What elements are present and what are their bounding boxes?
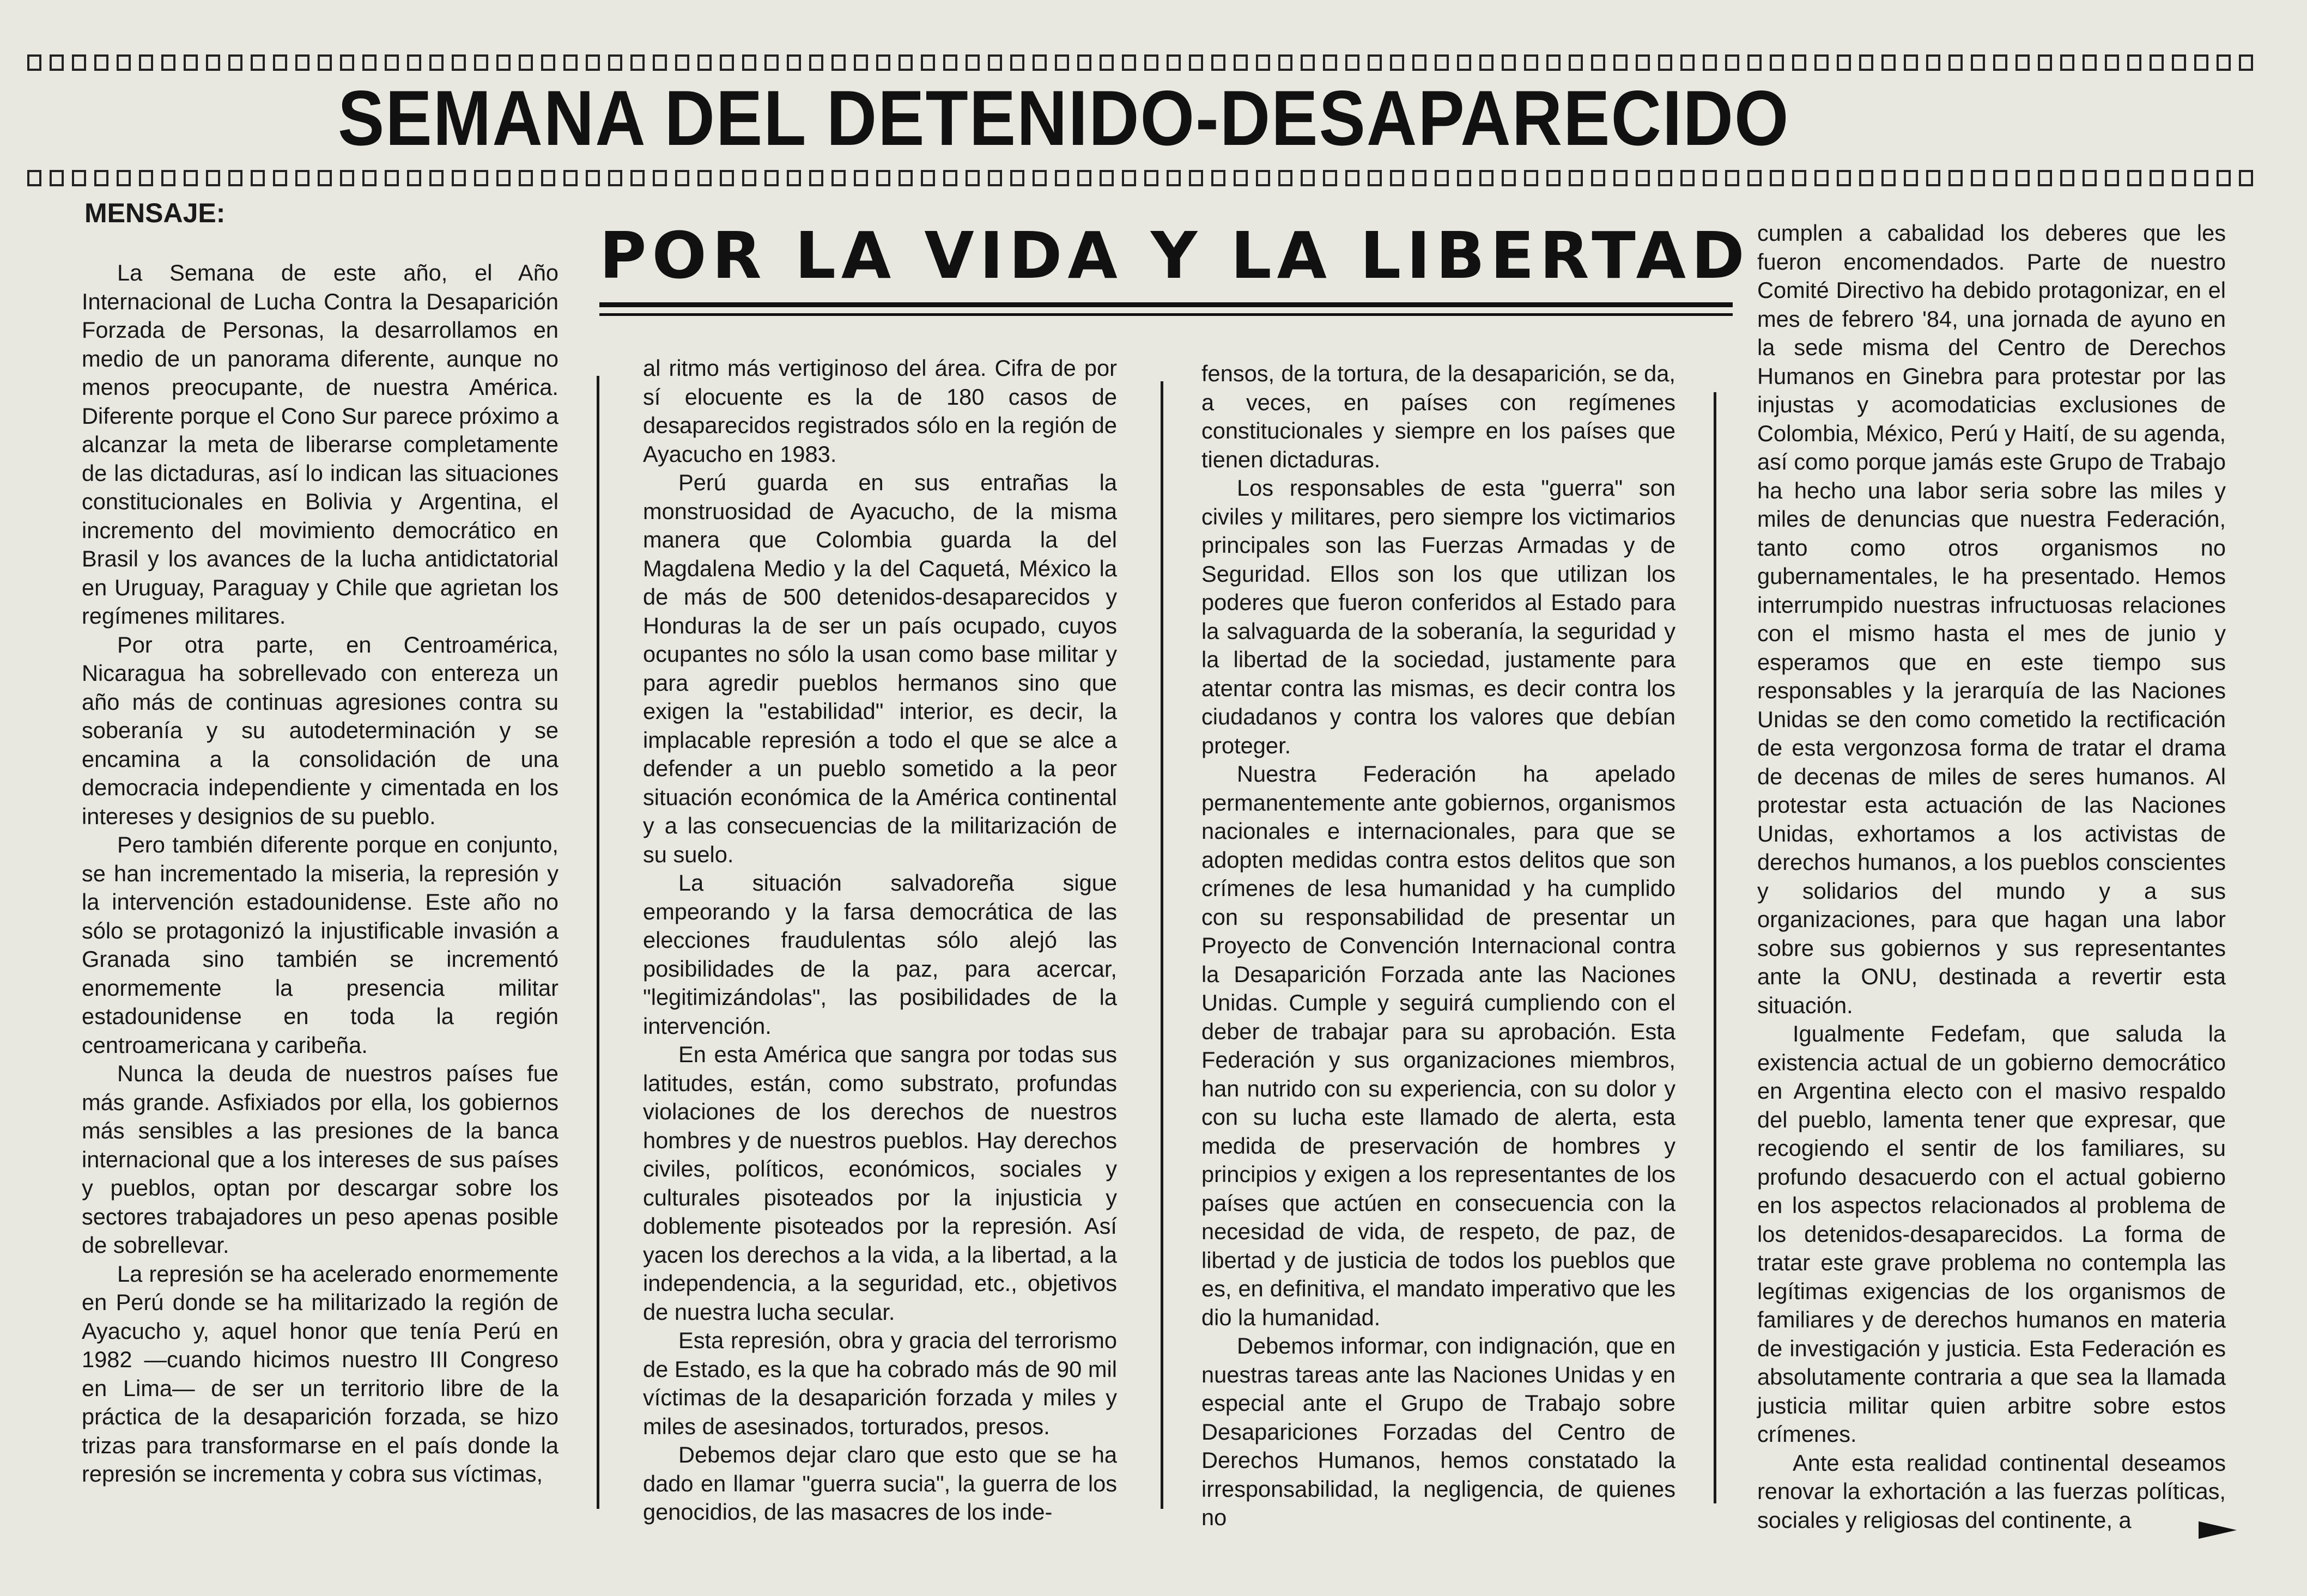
column-divider — [597, 376, 599, 1509]
article-column-3 — [1201, 360, 1675, 1532]
paragraph: cumplen a cabalidad los deberes que les fueron encomendados. Parte de nuestro Comité Directivo ha debido protagonizar, en el mes de febrero '84, una jornada de ayuno en la sede misma del Centro de Derechos Humanos en Ginebra para protestar por las injustas y acomodaticias exclusiones de Colombia, México, Perú y Haití, de su agenda, así como porque jamás este Grupo de Trabajo ha hecho una labor seria sobre las miles y miles de denuncias que nuestra Federación, tanto como otros organismos no gubernamentales, le ha presentado. Hemos interrumpido nuestras infructuosas relaciones con el mismo hasta el mes de junio y esperamos que en este tiempo sus responsables y la jerarquía de las Naciones Unidas se den como cometido la rectificación de esta vergonzosa forma de tratar el drama de decenas de miles de seres humanos. Al protestar esta actuación de las Naciones Unidas, exhortamos a los activistas de derechos humanos, a los pueblos conscientes y solidarios del mundo y a sus organizaciones, para que hagan una labor sobre sus gobiernos y sus representantes ante la ONU, destinada a revertir esta situación. — [1757, 220, 2226, 1018]
border-square — [2194, 170, 2208, 186]
border-square — [2194, 54, 2208, 71]
border-square — [1881, 170, 1896, 186]
paragraph: La situación salvadoreña sigue empeorando y la farsa democrática de las elecciones fraudulentas sólo alejó las posibilidades de la paz, para acercar, "legitimizándolas", las posibilidades de la intervención. — [643, 870, 1117, 1039]
border-square — [1703, 54, 1717, 71]
border-square — [2127, 170, 2141, 186]
border-square — [27, 170, 41, 186]
border-square — [2083, 170, 2097, 186]
border-square — [720, 54, 734, 71]
continue-arrow-icon — [2199, 1521, 2237, 1539]
border-square — [50, 54, 64, 71]
border-square — [295, 170, 309, 186]
border-square — [563, 54, 578, 71]
border-square — [452, 54, 466, 71]
border-square — [1814, 54, 1829, 71]
border-square — [1390, 54, 1404, 71]
border-square — [1122, 54, 1136, 71]
border-square — [362, 54, 377, 71]
border-square — [1211, 54, 1225, 71]
border-square — [1636, 54, 1650, 71]
border-square — [206, 170, 220, 186]
border-square — [1926, 170, 1940, 186]
border-square — [161, 54, 175, 71]
border-square — [72, 170, 86, 186]
subtitle-rule-thick — [599, 302, 1733, 307]
border-square — [1502, 54, 1516, 71]
border-square — [429, 54, 444, 71]
border-square — [94, 170, 108, 186]
border-square — [273, 54, 287, 71]
border-square — [139, 170, 153, 186]
border-square — [1234, 54, 1248, 71]
border-square — [1859, 170, 1873, 186]
border-square — [1189, 54, 1203, 71]
article-column-1 — [82, 259, 558, 1489]
border-square — [630, 54, 645, 71]
border-square — [809, 54, 823, 71]
paragraph: Pero también diferente porque en conjunto, se han incrementado la miseria, la represión y la intervención estadounidense. Este año no sólo se protagonizó la injustificable invasión a Granada sino también se incrementó enormemente la presencia militar estadounidense en toda la región centroamericana y caribeña. — [82, 832, 558, 1058]
border-square — [1435, 54, 1449, 71]
paragraph: Ante esta realidad continental deseamos renovar la exhortación a las fuerzas políticas, sociales y religiosas del continente, a — [1757, 1449, 2226, 1533]
column-divider — [1714, 392, 1716, 1503]
border-square — [228, 170, 242, 186]
border-square — [2217, 170, 2231, 186]
border-square — [519, 54, 533, 71]
border-square — [831, 54, 846, 71]
column-divider — [1161, 381, 1163, 1509]
border-square — [1010, 54, 1024, 71]
border-square — [385, 54, 399, 71]
border-square — [697, 54, 712, 71]
border-square — [608, 54, 622, 71]
border-square — [1457, 54, 1471, 71]
border-square — [2083, 54, 2097, 71]
border-square — [184, 54, 198, 71]
paragraph: Esta represión, obra y gracia del terrorismo de Estado, es la que ha cobrado más de 90 mil víctimas de la desaparición forzada y miles y miles de asesinados, torturados, presos. — [643, 1327, 1117, 1439]
page-subtitle: POR LA VIDA Y LA LIBERTAD — [599, 218, 1750, 293]
border-square — [273, 170, 287, 186]
border-square — [228, 54, 242, 71]
border-square — [2105, 54, 2119, 71]
border-square — [1971, 54, 1985, 71]
border-square — [2217, 54, 2231, 71]
border-square — [2150, 170, 2164, 186]
border-square — [1814, 170, 1829, 186]
border-square — [988, 54, 1002, 71]
border-square — [2150, 54, 2164, 71]
border-square — [1993, 54, 2007, 71]
border-square — [1948, 54, 1963, 71]
border-square — [407, 54, 421, 71]
border-square — [2038, 54, 2052, 71]
border-square — [139, 54, 153, 71]
border-square — [1546, 54, 1561, 71]
decorative-border-top — [27, 54, 2299, 73]
border-square — [2239, 54, 2253, 71]
paragraph: al ritmo más vertiginoso del área. Cifra de por sí elocuente es la de 180 casos de desaparecidos registrados sólo en la región de Ayacucho en 1983. — [643, 355, 1117, 467]
border-square — [1033, 54, 1047, 71]
border-square — [586, 54, 600, 71]
paragraph: Debemos informar, con indignación, que en nuestras tareas ante las Naciones Unidas y en especial ante el Grupo de Trabajo sobre Desapariciones Forzadas del Centro de Derechos Humanos, hemos constatado la irresponsabilidad, la negligencia, de quienes no — [1201, 1333, 1675, 1530]
border-square — [966, 54, 980, 71]
paragraph: La represión se ha acelerado enormemente en Perú donde se ha militarizado la región de Ayacucho y, aquel honor que tenía Perú en 1982 —cuando hicimos nuestro III Congreso en Lima— de ser un territorio libre de la práctica de la desaparición forzada, se hizo trizas para transformarse en el país donde la represión se incrementa y cobra sus víctimas, — [82, 1260, 558, 1487]
border-square — [1747, 54, 1762, 71]
border-square — [251, 54, 265, 71]
border-square — [1725, 54, 1739, 71]
paragraph: Por otra parte, en Centroamérica, Nicaragua ha sobrellevado con entereza un año más de continuas agresiones contra su soberanía y su autodeterminación y se encamina a la consolidación de una democracia independiente y cimentada en los intereses y designios de su pueblo. — [82, 631, 558, 829]
border-square — [1837, 54, 1851, 71]
border-square — [474, 54, 488, 71]
border-square — [1323, 54, 1337, 71]
border-square — [1613, 54, 1628, 71]
border-square — [1055, 54, 1069, 71]
border-square — [161, 170, 175, 186]
border-square — [1658, 54, 1672, 71]
border-square — [1524, 54, 1538, 71]
border-square — [1881, 54, 1896, 71]
article-column-4 — [1757, 219, 2226, 1534]
border-square — [1256, 54, 1270, 71]
border-square — [117, 170, 131, 186]
border-square — [1770, 54, 1784, 71]
border-square — [541, 54, 555, 71]
paragraph: Los responsables de esta "guerra" son civiles y militares, pero siempre los victimarios principales son las Fuerzas Armadas y de Seguridad. Ellos son los que utilizan los poderes que fueron conferidos al Estado para la salvaguarda de la soberanía, la seguridad y la libertad de la sociedad, justamente para atentar contra las mismas, es decir contra los ciudadanos y contra los valores que debían proteger. — [1201, 475, 1675, 758]
border-square — [787, 54, 801, 71]
border-square — [2239, 170, 2253, 186]
border-square — [1278, 54, 1292, 71]
border-square — [72, 54, 86, 71]
border-square — [1971, 170, 1985, 186]
border-square — [1926, 54, 1940, 71]
border-square — [1077, 54, 1091, 71]
border-square — [1368, 54, 1382, 71]
border-square — [1591, 54, 1605, 71]
border-square — [2038, 170, 2052, 186]
border-square — [206, 54, 220, 71]
border-square — [1792, 54, 1806, 71]
border-square — [675, 54, 689, 71]
paragraph: fensos, de la tortura, de la desaparición, se da, a veces, en países con regímenes constitucionales y siempre en los países que tienen dictaduras. — [1201, 361, 1675, 472]
border-square — [27, 54, 41, 71]
border-square — [1904, 54, 1918, 71]
border-square — [898, 54, 913, 71]
border-square — [117, 54, 131, 71]
paragraph: Perú guarda en sus entrañas la monstruosidad de Ayacucho, de la misma manera que Colombia guarda la del Magdalena Medio y la del Caquetá, México la de más de 500 detenidos-desaparecidos y Honduras la de ser un país ocupado, cuyos ocupantes no sólo la usan como base militar y para agredir pueblos hermanos sino que exigen la "estabilidad" interior, es decir, la implacable represión a todo el que se alce a defender a un pueblo sometido a la peor situación económica de la América continental y a las consecuencias de la militarización de su suelo. — [643, 470, 1117, 867]
border-square — [94, 54, 108, 71]
border-square — [1412, 54, 1426, 71]
border-square — [50, 170, 64, 186]
paragraph: Debemos dejar claro que esto que se ha dado en llamar "guerra sucia", la guerra de los genocidios, de las masacres de los inde- — [643, 1442, 1117, 1525]
border-square — [1479, 54, 1494, 71]
border-square — [876, 54, 890, 71]
border-square — [2172, 170, 2186, 186]
border-square — [2127, 54, 2141, 71]
border-square — [1100, 54, 1114, 71]
border-square — [1144, 54, 1158, 71]
border-square — [295, 54, 309, 71]
border-square — [318, 54, 332, 71]
border-square — [1993, 170, 2007, 186]
border-square — [1569, 54, 1583, 71]
border-square — [184, 170, 198, 186]
border-square — [1837, 170, 1851, 186]
paragraph: Nuestra Federación ha apelado permanentemente ante gobiernos, organismos nacionales e internacionales, para que se adopten medidas contra estos delitos que son crímenes de lesa humanidad y ha cumplido con su responsabilidad de presentar un Proyecto de Convención Internacional contra la Desaparición Forzada ante las Naciones Unidas. Cumple y seguirá cumpliendo con el deber de trabajar para su aprobación. Esta Federación y sus organizaciones miembros, han nutrido con su experiencia, con su dolor y con su lucha este llamado de alerta, esta medida de preservación de hombres y principios y exigen a los representantes de los países que actúen en consecuencia con la necesidad de vida, de respeto, de paz, de libertad y de justicia de todos los pueblos que es, en definitiva, el mandato imperativo que les dio la humanidad. — [1201, 761, 1675, 1330]
border-square — [2060, 54, 2074, 71]
border-square — [340, 54, 354, 71]
border-square — [251, 170, 265, 186]
border-square — [1904, 170, 1918, 186]
article-column-2 — [643, 354, 1117, 1527]
border-square — [496, 54, 511, 71]
border-square — [2105, 170, 2119, 186]
border-square — [653, 54, 667, 71]
paragraph: La Semana de este año, el Año Internacional de Lucha Contra la Desaparición Forzada de Personas, la desarrollamos en medio de un panorama diferente, aunque no menos preocupante, de nuestra América. Diferente porque el Cono Sur parece próximo a alcanzar la meta de liberarse completamente de las dictaduras, así lo indican las situaciones constitucionales en Bolivia y Argentina, el incremento del movimiento democrático en Brasil y los avances de la lucha antidictatorial en Uruguay, Paraguay y Chile que agrietan los regímenes militares. — [82, 260, 558, 629]
paragraph: En esta América que sangra por todas sus latitudes, están, como substrato, profundas violaciones de los derechos de nuestros hombres y de nuestros pueblos. Hay derechos civiles, políticos, económicos, sociales y culturales pisoteados por la injusticia y doblemente pisoteados por la represión. Así yacen los derechos a la vida, a la libertad, a la independencia, a la seguridad, etc., objetivos de nuestra lucha secular. — [643, 1041, 1117, 1325]
border-square — [2015, 54, 2030, 71]
border-square — [318, 170, 332, 186]
border-square — [854, 54, 868, 71]
border-square — [1680, 54, 1695, 71]
border-square — [742, 54, 756, 71]
border-square — [2172, 54, 2186, 71]
paragraph: Igualmente Fedefam, que saluda la existencia actual de un gobierno democrático en Argentina electo con el masivo respaldo del pueblo, lamenta tener que expresar, que recogiendo el sentir de los familiares, su profundo desacuerdo con el actual gobierno en los aspectos relacionados al problema de los detenidos-desaparecidos. La forma de tratar este grave problema no contempla las legítimas exigencias de los organismos de familiares y de derechos humanos en materia de investigación y justicia. Esta Federación es absolutamente contraria a que sea la llamada justicia militar quien arbitre sobre estos crímenes. — [1757, 1021, 2226, 1447]
border-square — [2015, 170, 2030, 186]
border-square — [1301, 54, 1315, 71]
border-square — [764, 54, 779, 71]
page-title: SEMANA DEL DETENIDO-DESAPARECIDO — [338, 75, 1790, 162]
border-square — [1948, 170, 1963, 186]
paragraph: Nunca la deuda de nuestros países fue más grande. Asfixiados por ella, los gobiernos más sensibles a las presiones de la banca internacional que a los intereses de sus países y pueblos, optan por descargar sobre los sectores trabajadores un peso apenas posible de sobrellevar. — [82, 1061, 558, 1258]
subtitle-rule-thin — [599, 313, 1733, 316]
border-square — [943, 54, 957, 71]
border-square — [2060, 170, 2074, 186]
border-square — [1859, 54, 1873, 71]
border-square — [1167, 54, 1181, 71]
section-label: MENSAJE: — [84, 198, 226, 228]
border-square — [1345, 54, 1359, 71]
border-square — [921, 54, 935, 71]
